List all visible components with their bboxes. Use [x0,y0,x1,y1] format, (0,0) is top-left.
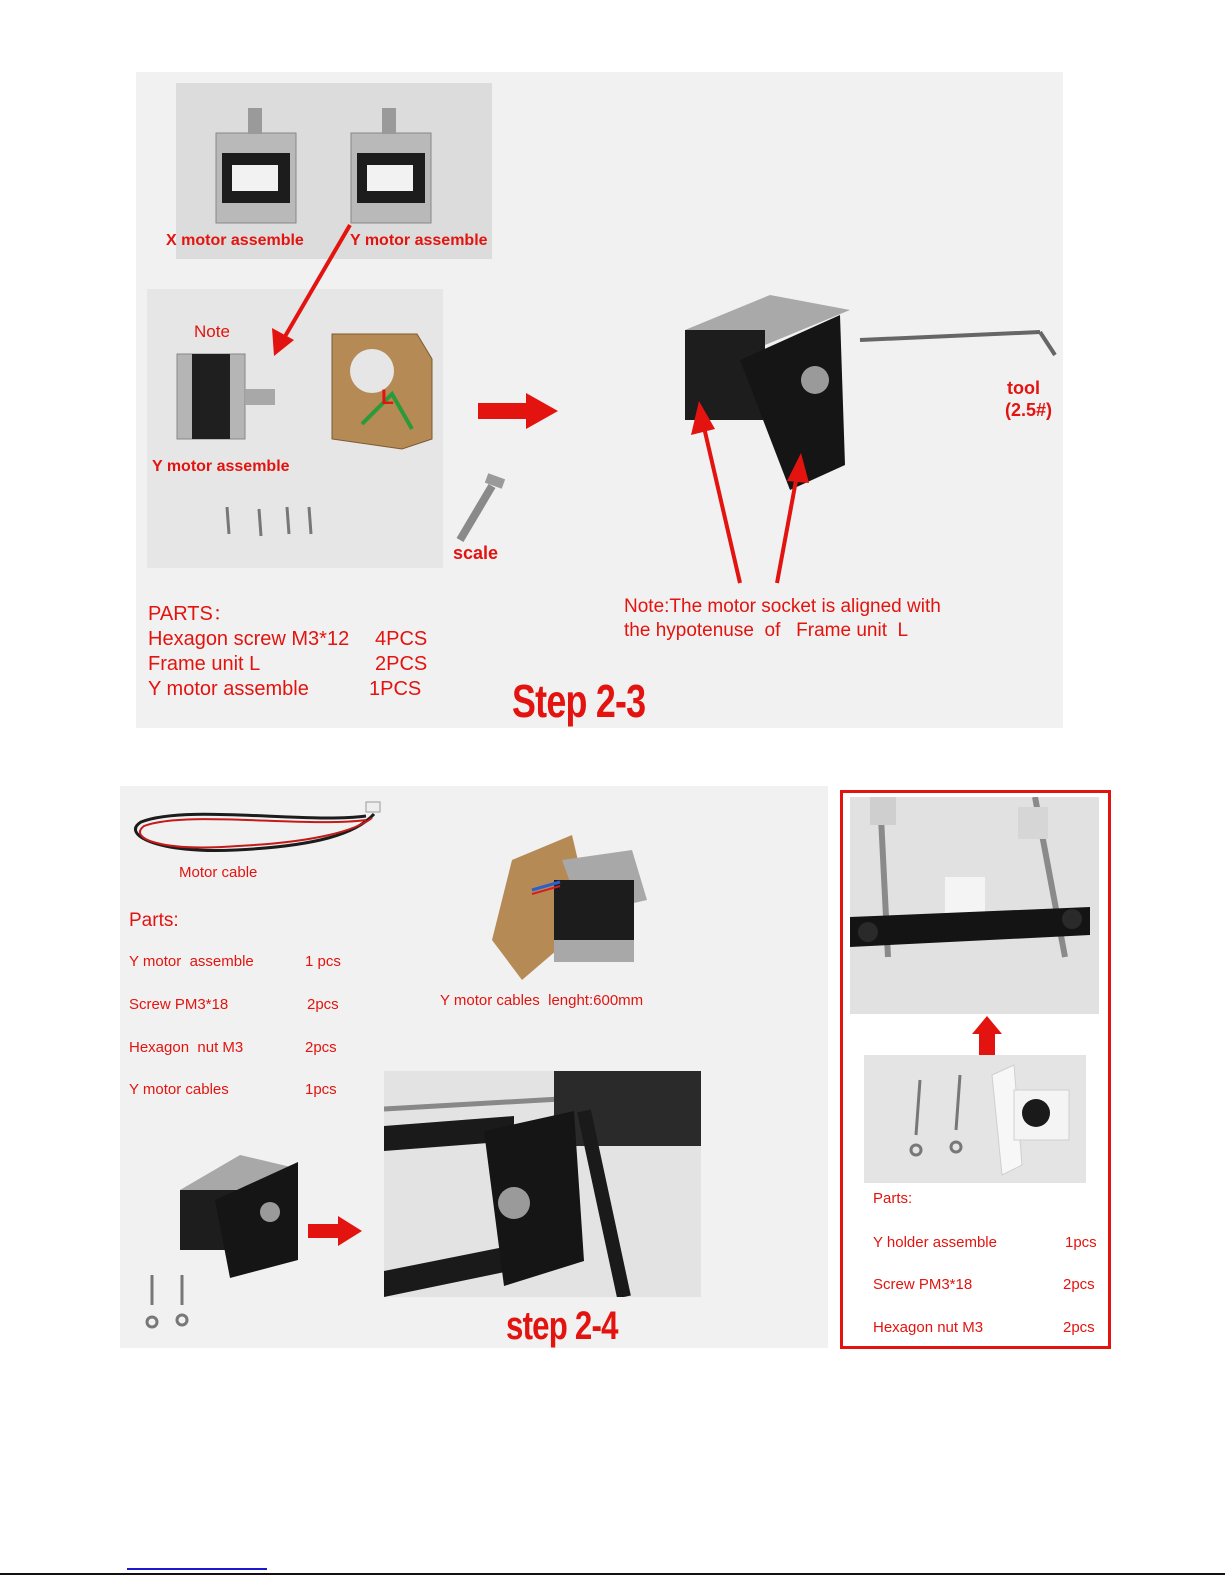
part-name: Hexagon screw M3*12 [148,628,350,650]
part-qty: 4PCS [375,628,428,650]
step-2-3-parts [148,602,448,702]
part-name: Y motor cables [129,1081,229,1098]
step-2-4-title: step 2-4 [506,1304,618,1348]
y-motor-top-label: Y motor assemble [350,232,488,249]
screws-nuts-image [140,1270,200,1335]
part-qty: 2pcs [1063,1276,1095,1293]
note-label: Note [194,322,230,341]
frame-l-label: L [381,386,394,409]
list-item [148,652,448,677]
part-name: Y motor assemble [148,678,309,700]
scale-label: scale [453,543,499,563]
part-qty: 1PCS [369,678,422,700]
motor-cable-label: Motor cable [179,864,258,881]
part-qty: 2pcs [1063,1319,1095,1336]
step-2-3-title: Step 2-3 [512,675,646,727]
frame-photo [384,1071,701,1297]
holder-parts-title: Parts: [873,1190,913,1207]
tool-size-label: (2.5#) [1005,400,1053,420]
parts-title: PARTS： [148,603,233,625]
tool-label: tool [1007,378,1040,398]
part-name: Hexagon nut M3 [873,1319,984,1336]
motor-cable-image [126,794,388,864]
part-name: Y motor assemble [129,953,254,970]
frame-assembly-image [384,1071,701,1297]
part-name: Y holder assemble [873,1234,997,1251]
scale-screw-image [448,470,518,550]
footer-link-underline [127,1568,267,1570]
cable-caption: Y motor cables lenght:600mm [440,992,644,1009]
note-line-2: the hypotenuse of Frame unit L [624,620,909,641]
list-item [148,677,448,702]
part-qty: 1 pcs [305,953,341,970]
part-qty: 2pcs [307,996,339,1013]
x-motor-label: X motor assemble [166,232,304,249]
note-arrows-icon [685,395,815,595]
part-name: Hexagon nut M3 [129,1039,244,1056]
part-qty: 1pcs [1065,1234,1097,1251]
pointer-arrow-icon [260,220,360,360]
y-axis-rails-image [850,797,1099,1014]
y-motor-label: Y motor assemble [152,458,290,475]
part-qty: 2PCS [375,653,428,675]
part-name: Screw PM3*18 [129,996,229,1013]
part-qty: 2pcs [305,1039,337,1056]
motor-with-cable-image [482,820,662,990]
up-arrow-icon [972,1016,1002,1058]
y-holder-parts-image [864,1055,1086,1183]
right-arrow-icon [478,393,560,429]
y-axis-photo [850,797,1099,1014]
part-qty: 1pcs [305,1081,337,1098]
list-item [148,627,448,652]
motor-bracket-image [170,1140,310,1280]
part-name: Frame unit L [148,653,261,675]
y-holder-photo [864,1055,1086,1183]
step-2-4-parts-title: Parts: [129,910,179,931]
step-2-4-arrow-icon [308,1216,364,1246]
footer-line [0,1573,1225,1575]
part-name: Screw PM3*18 [873,1276,973,1293]
note-line-1: Note:The motor socket is aligned with [624,596,941,617]
